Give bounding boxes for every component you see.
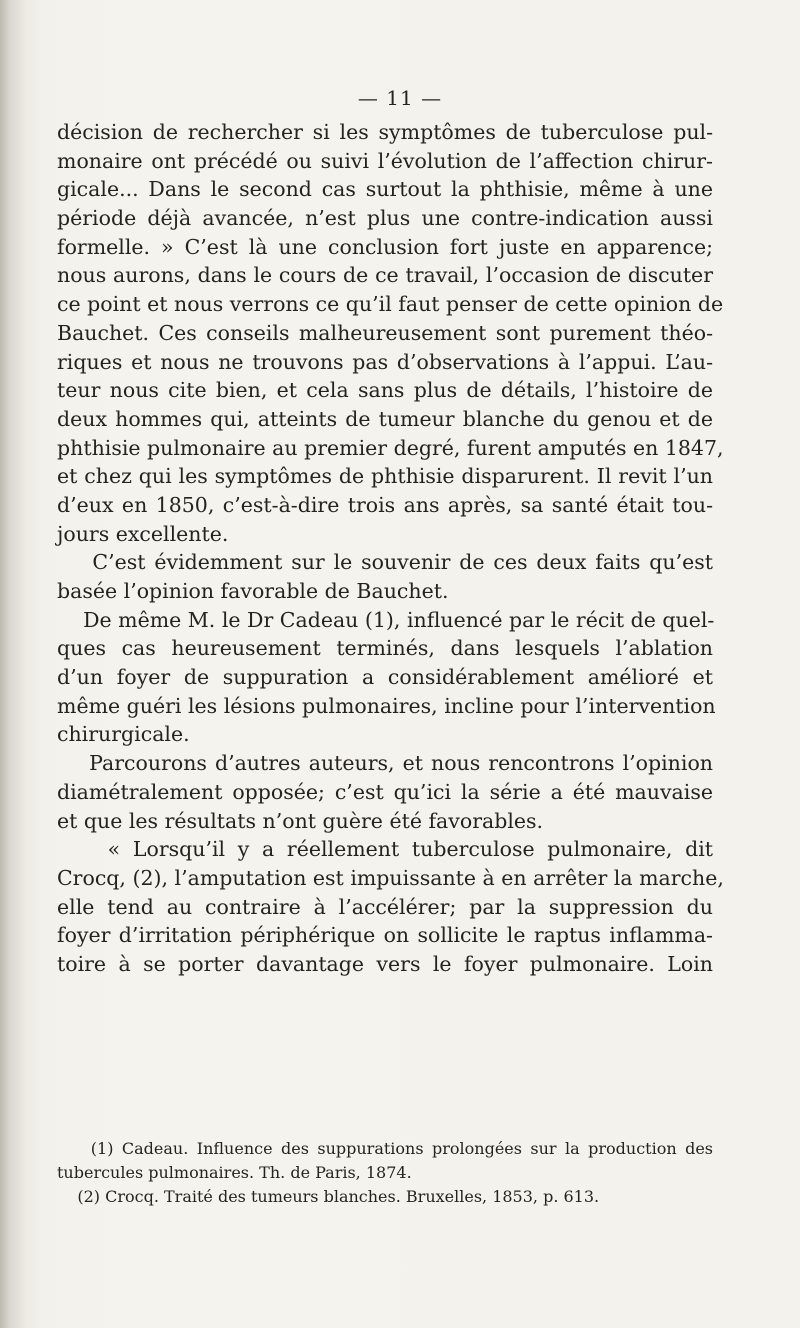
text-line: De même M. le Dr Cadeau (1), influencé par le récit de quel-: [57, 607, 715, 632]
text-line: teur nous cite bien, et cela sans plus de détails, l’histoire de: [57, 378, 713, 403]
text-line: et chez qui les symptômes de phthisie disparurent. Il revit l’un: [57, 464, 713, 489]
text-line: « Lorsqu’il y a réellement tuberculose pulmonaire, dit: [57, 837, 713, 862]
text-line: chirurgicale.: [57, 722, 190, 747]
text-line: toire à se porter davantage vers le foyer pulmonaire. Loin: [57, 951, 713, 976]
text-line: jours excellente.: [57, 521, 229, 546]
footnote-line: tubercules pulmonaires. Th. de Paris, 1874.: [57, 1163, 412, 1182]
binding-edge: [0, 0, 42, 1328]
text-line: basée l’opinion favorable de Bauchet.: [57, 579, 449, 603]
text-line: riques et nous ne trouvons pas d’observations à l’appui. L’au-: [57, 349, 713, 374]
footnote-line: (2) Crocq. Traité des tumeurs blanches. Bruxelles, 1853, p. 613.: [57, 1187, 600, 1206]
footnotes: [57, 1137, 713, 1209]
text-line: même guéri les lésions pulmonaires, incline pour l’intervention: [57, 693, 716, 718]
text-line: décision de rechercher si les symptômes de tuberculose pul-: [57, 120, 713, 144]
text-line: d’un foyer de suppuration a considérablement amélioré et: [57, 665, 713, 690]
text-line: d’eux en 1850, c’est-à-dire trois ans après, sa santé était tou-: [57, 492, 713, 517]
text-line: formelle. » C’est là une conclusion fort juste en apparence;: [57, 234, 713, 259]
text-line: deux hommes qui, atteints de tumeur blanche du genou et de: [57, 406, 713, 431]
text-line: phthisie pulmonaire au premier degré, furent amputés en 1847,: [57, 435, 724, 460]
text-line: elle tend au contraire à l’accélérer; par la suppression du: [57, 894, 713, 919]
text-line: ques cas heureusement terminés, dans lesquels l’ablation: [57, 636, 713, 661]
text-line: monaire ont précédé ou suivi l’évolution de l’affection chirur-: [57, 148, 713, 173]
text-line: diamétralement opposée; c’est qu’ici la série a été mauvaise: [57, 779, 713, 804]
text-line: C’est évidemment sur le souvenir de ces deux faits qu’est: [57, 550, 713, 575]
text-line: période déjà avancée, n’est plus une contre-indication aussi: [57, 206, 713, 231]
text-line: gicale... Dans le second cas surtout la phthisie, même à une: [57, 177, 713, 202]
text-line: foyer d’irritation périphérique on sollicite le raptus inflamma-: [57, 923, 713, 948]
text-line: et que les résultats n’ont guère été favorables.: [57, 808, 544, 833]
text-line: Bauchet. Ces conseils malheureusement sont purement théo-: [57, 320, 713, 345]
page-number: — 11 —: [357, 86, 443, 110]
text-line: Crocq, (2), l’amputation est impuissante à en arrêter la marche,: [57, 865, 724, 890]
text-line: ce point et nous verrons ce qu’il faut penser de cette opinion de: [57, 292, 724, 317]
footnote-line: (1) Cadeau. Influence des suppurations prolongées sur la production des: [57, 1139, 713, 1158]
text-line: Parcourons d’autres auteurs, et nous rencontrons l’opinion: [57, 751, 713, 776]
text-line: nous aurons, dans le cours de ce travail, l’occasion de discuter: [57, 263, 713, 288]
body-text: [57, 118, 724, 979]
